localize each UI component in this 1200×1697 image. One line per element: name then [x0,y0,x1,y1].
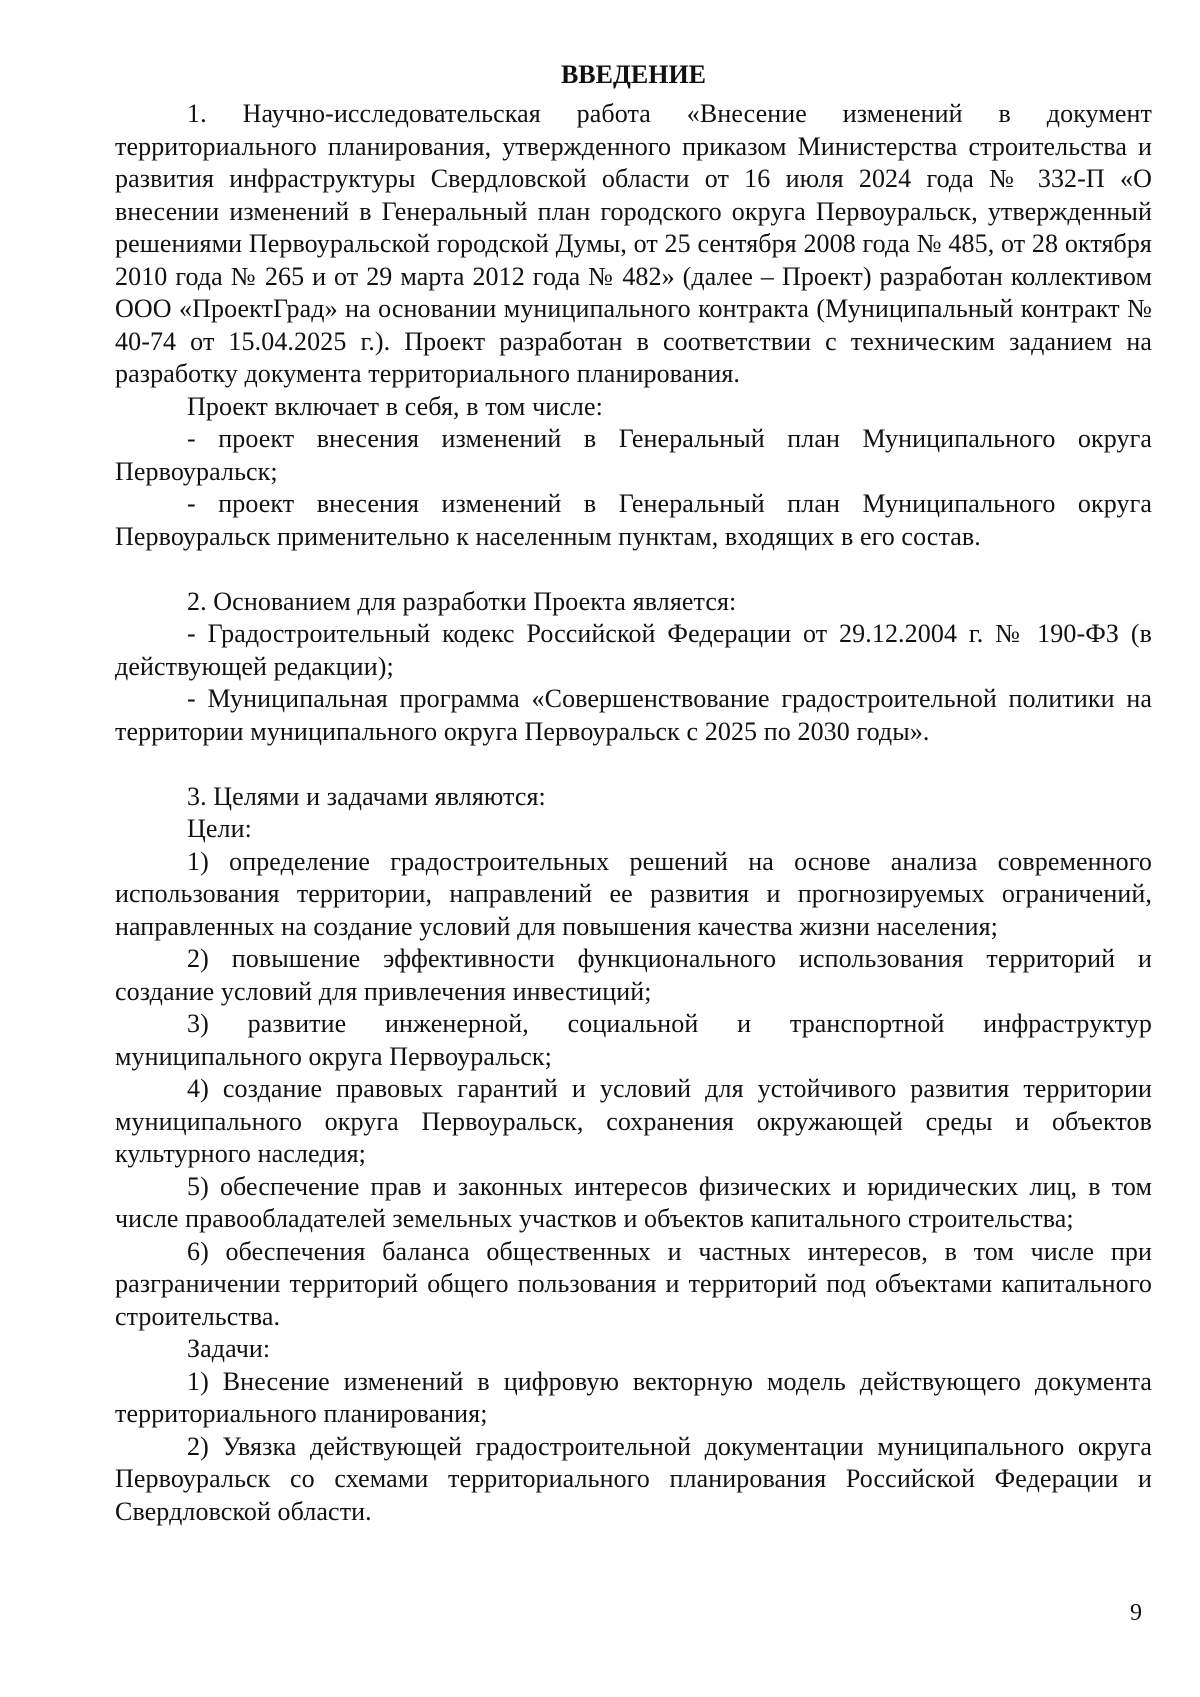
goal-item-5: 5) обеспечение прав и законных интересов физических и юридических лиц, в том числе правообладателей земельных участков и объектов капитального строительства; [115,1171,1152,1233]
paragraph-includes: Проект включает в себя, в том числе: [187,391,603,421]
tasks-heading: Задачи: [187,1334,271,1363]
goal-item-4: 4) создание правовых гарантий и условий для устойчивого развития территории муниципального округа Первоуральск, сохранения окружающей среды и объектов культурного наследия; [115,1074,1152,1168]
task-item-1: 1) Внесение изменений в цифровую векторную модель действующего документа территориального планирования; [115,1366,1152,1428]
paragraph-gap [115,748,1152,781]
goal-item-1: 1) определение градостроительных решений на основе анализа современного использования территории, направлений ее развития и прогнозируемых ограничений, направленных на создание условий для повышения качества жизни населения; [115,846,1152,941]
goals-heading: Цели: [187,814,252,843]
list-item-project-settlements: - проект внесения изменений в Генеральный план Муниципального округа Первоуральск применительно к населенным пунктам, входящих в его состав. [115,489,1152,551]
list-item-project-general-plan: - проект внесения изменений в Генеральный план Муниципального округа Первоуральск; [115,424,1152,486]
goal-item-3: 3) развитие инженерной, социальной и транспортной инфраструктур муниципального округа Первоуральск; [115,1009,1152,1071]
paragraph-goals-and-tasks: 3. Целями и задачами являются: [187,781,546,811]
goal-item-6: 6) обеспечения баланса общественных и частных интересов, в том числе при разграничении территорий общего пользования и территорий под объектами капитального строительства. [115,1236,1152,1331]
list-item-urban-code: - Градостроительный кодекс Российской Федерации от 29.12.2004 г. № 190-ФЗ (в действующей редакции); [115,619,1152,681]
document-title: ВВЕДЕНИЕ [560,60,707,89]
task-item-2: 2) Увязка действующей градостроительной документации муниципального округа Первоуральск со схемами территориального планирования Российской Федерации и Свердловской области. [115,1431,1152,1526]
document-page [115,52,1152,1528]
paragraph-basis: 2. Основанием для разработки Проекта является: [187,586,737,616]
paragraph-intro: 1. Научно-исследовательская работа «Внесение изменений в документ территориального планирования, утвержденного приказом Министерства строительства и развития инфраструктуры Свердловской области от 16 июля 2024 года № 332-П «О внесении изменений в Генеральный план городского округа Первоуральск, утвержденный решениями Первоуральской городской Думы, от 25 сентября 2008 года № 485, от 28 октября 2010 года № 265 и от 29 марта 2012 года № 482» (далее – Проект) разработан коллективом ООО «ПроектГрад» на основании муниципального контракта (Муниципальный контракт № 40-74 от 15.04.2025 г.). Проект разработан в соответствии с техническим заданием на разработку документа территориального планирования. [115,99,1152,388]
paragraph-gap [115,553,1152,586]
page-number: 9 [1130,1600,1142,1626]
list-item-municipal-program: - Муниципальная программа «Совершенствование градостроительной политики на территории муниципального округа Первоуральск с 2025 по 2030 годы». [115,684,1152,746]
goal-item-2: 2) повышение эффективности функционального использования территорий и создание условий для привлечения инвестиций; [115,944,1152,1006]
